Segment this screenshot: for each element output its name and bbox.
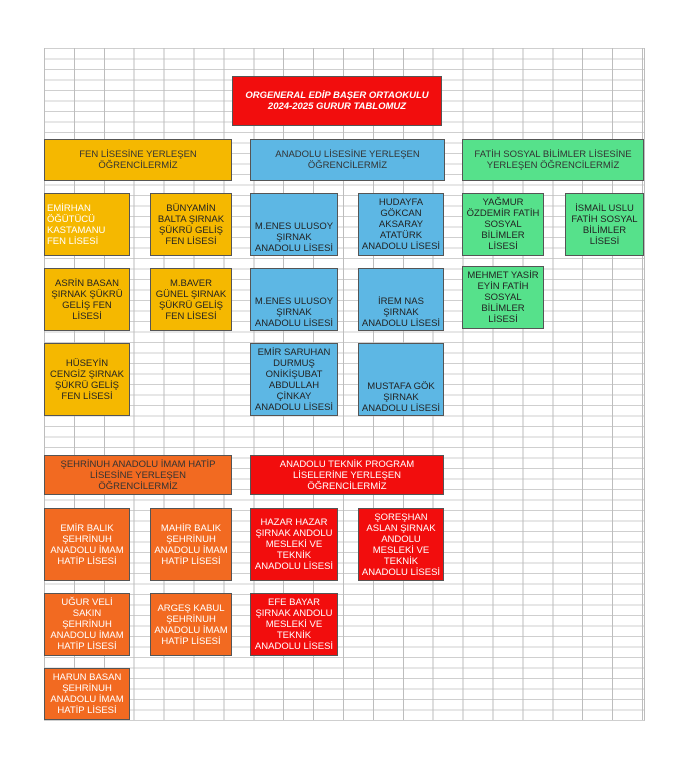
- header-teknik: ANADOLU TEKNİK PROGRAM LİSELERİNE YERLEŞEN ÖĞRENCİLERMİZ: [250, 455, 444, 495]
- header-sosyal-bilimler: FATİH SOSYAL BİLİMLER LİSESİNE YERLEŞEN ÖĞRENCİLERMİZ: [462, 139, 644, 181]
- student-card-teknik: ŞOREŞHAN ASLAN ŞIRNAK ANDOLU MESLEKİ VE TEKNİK ANADOLU LİSESİ: [358, 508, 444, 581]
- student-card-fen: ASRİN BASAN ŞIRNAK ŞÜKRÜ GELİŞ FEN LİSESİ: [44, 268, 130, 331]
- header-anadolu-lisesi: ANADOLU LİSESİNE YERLEŞEN ÖĞRENCİLERMİZ: [250, 139, 445, 181]
- student-card-anadolu: M.ENES ULUSOY ŞIRNAK ANADOLU LİSESİ: [250, 268, 338, 331]
- student-card-imam-hatip: UĞUR VELİ SAKIN ŞEHRİNUH ANADOLU İMAM HATİP LİSESİ: [44, 593, 130, 656]
- student-card-imam-hatip: ARGEŞ KABUL ŞEHRİNUH ANADOLU İMAM HATİP LİSESİ: [150, 593, 232, 656]
- student-card-anadolu: HUDAYFA GÖKCAN AKSARAY ATATÜRK ANADOLU LİSESİ: [358, 193, 444, 256]
- header-imam-hatip: ŞEHRİNUH ANADOLU İMAM HATİP LİSESİNE YERLEŞEN ÖĞRENCİLERMİZ: [44, 455, 232, 495]
- student-card-anadolu: EMİR SARUHAN DURMUŞ ONİKİŞUBAT ABDULLAH ÇİNKAY ANADOLU LİSESİ: [250, 343, 338, 416]
- student-card-imam-hatip: EMİR BALIK ŞEHRİNUH ANADOLU İMAM HATİP LİSESİ: [44, 508, 130, 581]
- student-card-sosyal: MEHMET YASİR EYİN FATİH SOSYAL BİLİMLER LİSESİ: [462, 266, 544, 329]
- student-card-anadolu: M.ENES ULUSOY ŞIRNAK ANADOLU LİSESİ: [250, 193, 338, 256]
- page-title: ORGENERAL EDİP BAŞER ORTAOKULU 2024-2025 GURUR TABLOMUZ: [232, 76, 442, 126]
- student-card-imam-hatip: HARUN BASAN ŞEHRİNUH ANADOLU İMAM HATİP LİSESİ: [44, 668, 130, 720]
- student-card-fen: HÜSEYİN CENGİZ ŞIRNAK ŞÜKRÜ GELİŞ FEN LİSESİ: [44, 343, 130, 416]
- student-card-teknik: HAZAR HAZAR ŞIRNAK ANDOLU MESLEKİ VE TEKNİK ANADOLU LİSESİ: [250, 508, 338, 581]
- student-card-fen: EMİRHAN ÖĞÜTÜCÜ KASTAMANU FEN LİSESİ: [44, 193, 130, 256]
- header-fen-lisesi: FEN LİSESİNE YERLEŞEN ÖĞRENCİLERMİZ: [44, 139, 232, 181]
- student-card-anadolu: MUSTAFA GÖK ŞIRNAK ANADOLU LİSESİ: [358, 343, 444, 416]
- student-card-teknik: EFE BAYAR ŞIRNAK ANDOLU MESLEKİ VE TEKNİK ANADOLU LİSESİ: [250, 593, 338, 656]
- student-card-sosyal: İSMAİL USLU FATİH SOSYAL BİLİMLER LİSESİ: [565, 193, 644, 256]
- student-card-imam-hatip: MAHİR BALIK ŞEHRİNUH ANADOLU İMAM HATİP LİSESİ: [150, 508, 232, 581]
- student-card-anadolu: İREM NAS ŞIRNAK ANADOLU LİSESİ: [358, 268, 444, 331]
- student-card-fen: M.BAVER GÜNEL ŞIRNAK ŞÜKRÜ GELİŞ FEN LİSESİ: [150, 268, 232, 331]
- student-card-fen: BÜNYAMİN BALTA ŞIRNAK ŞÜKRÜ GELİŞ FEN LİSESİ: [150, 193, 232, 256]
- student-card-sosyal: YAĞMUR ÖZDEMİR FATİH SOSYAL BİLİMLER LİSESİ: [462, 193, 544, 256]
